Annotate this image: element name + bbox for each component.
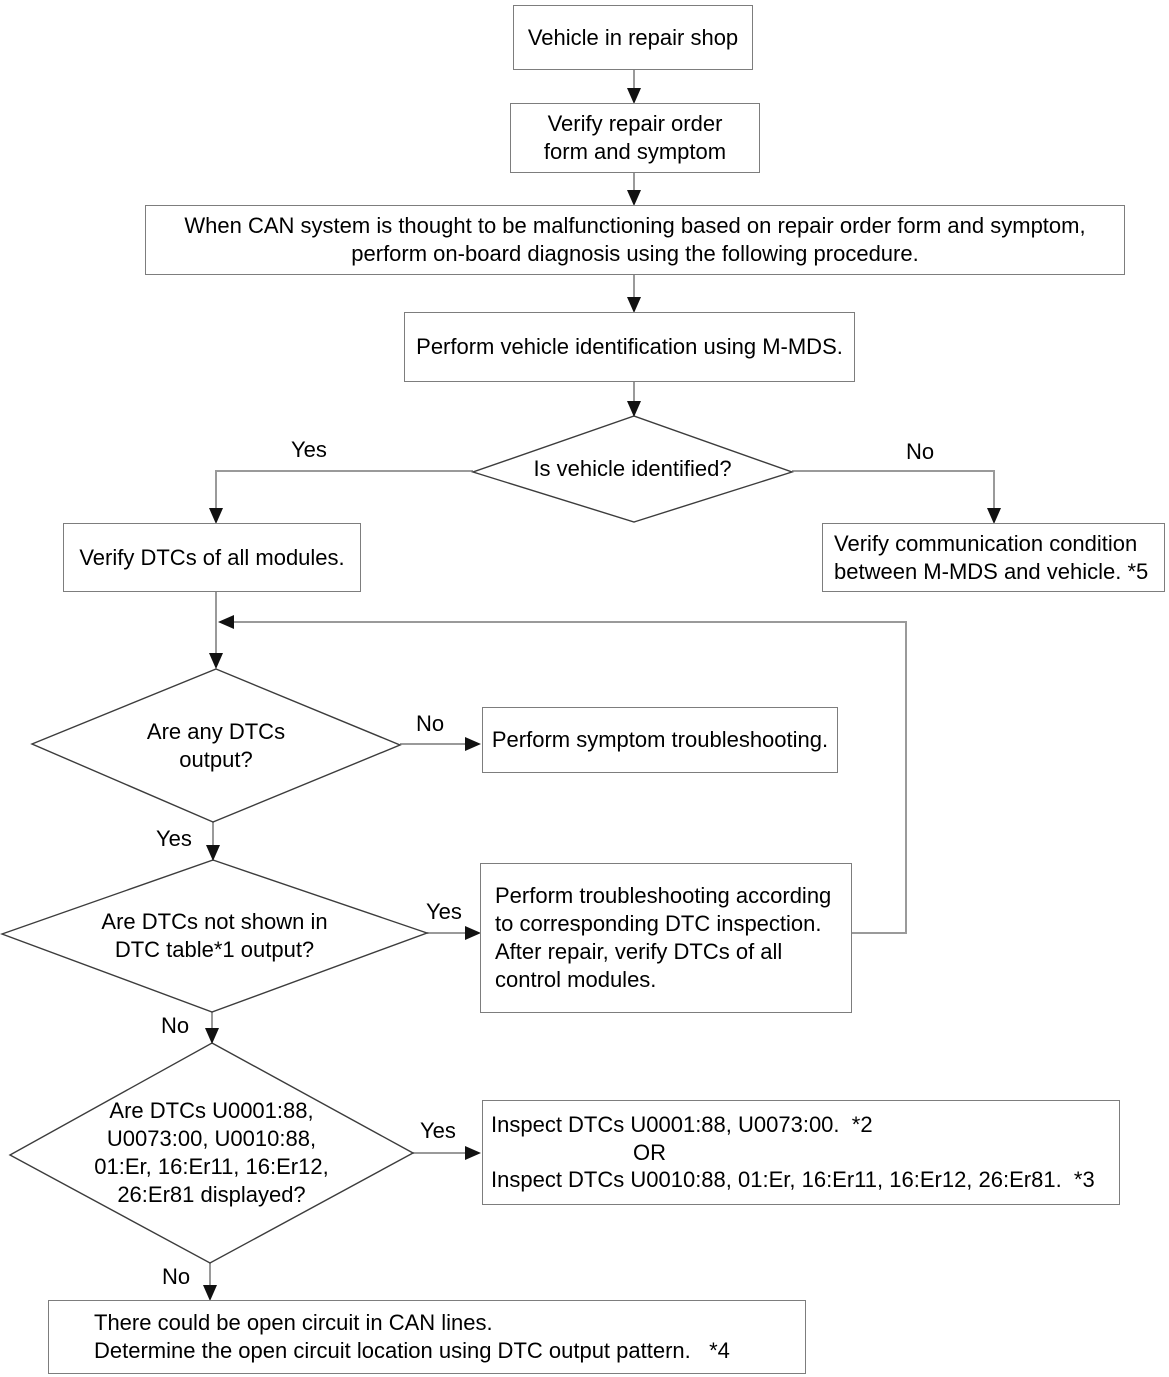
edge-label-no: No [162,1264,191,1289]
arrowhead-down-icon [627,88,641,104]
node-perform-dtc-troubleshooting [480,863,852,1013]
node-verify-dtcs-all-modules [63,523,361,592]
node-open-circuit-can-lines [48,1300,806,1374]
node-text: 01:Er, 16:Er11, 16:Er12, [94,1154,329,1179]
edge-label-no: No [906,439,935,464]
node-text: Verify communication condition [834,530,1138,556]
edge-label-yes: Yes [426,899,462,924]
node-text: After repair, verify DTCs of all [495,939,783,964]
edge-label-yes: Yes [291,437,327,462]
node-perform-symptom-troubleshooting [482,707,838,773]
node-verify-communication [822,523,1165,592]
arrowhead-down-icon [206,845,220,861]
arrowhead-right-icon [465,926,481,940]
node-text: Inspect DTCs U0001:88, U0073:00. *2 [491,1111,873,1137]
arrowhead-down-icon [205,1028,219,1044]
decision-diamond-is-vehicle-identified [473,416,792,522]
arrowhead-down-icon [209,653,223,669]
arrowhead-down-icon [209,508,223,524]
node-verify-repair-order [510,103,760,173]
arrowhead-down-icon [627,190,641,206]
node-text: Determine the open circuit location using DTC output pattern. *4 [94,1338,730,1363]
node-text-or: OR [633,1139,666,1165]
node-text: form and symptom [543,139,727,164]
node-text: Are DTCs not shown in [101,909,328,935]
node-text: DTC table*1 output? [114,937,315,962]
arrowhead-right-icon [465,737,481,751]
node-text: Are DTCs U0001:88, [109,1098,314,1124]
edge-label-no: No [161,1013,190,1038]
node-text: U0073:00, U0010:88, [106,1126,317,1152]
decision-diamond-dtcs-not-in-table [2,860,427,1012]
node-vehicle-in-repair-shop [513,5,753,70]
arrowhead-down-icon [987,508,1001,524]
node-text: Inspect DTCs U0010:88, 01:Er, 16:Er11, 16:Er12, 26:Er81. *3 [491,1167,1095,1193]
connector-decision1-yes [216,471,473,512]
arrowhead-right-icon [465,1146,481,1160]
node-text: between M-MDS and vehicle. *5 [834,558,1149,584]
node-perform-vehicle-identification [404,312,855,382]
arrowhead-down-icon [627,401,641,417]
node-text: Verify repair order [547,111,723,137]
node-text: to corresponding DTC inspection. [495,911,822,937]
decision-diamond-are-any-dtcs-output [32,669,400,822]
node-text: Are any DTCs [146,718,286,744]
node-text: Is vehicle identified? [533,456,732,482]
node-text: Verify DTCs of all modules. [79,544,345,570]
node-text: control modules. [495,966,657,992]
arrowhead-left-icon [218,615,234,629]
decision-diamond-specific-dtcs [10,1043,413,1263]
node-can-malfunction-notice [145,205,1125,275]
edge-label-yes: Yes [156,826,192,851]
node-text: There could be open circuit in CAN lines. [94,1310,493,1336]
node-text: Vehicle in repair shop [527,24,739,50]
node-text: output? [179,746,253,772]
connector-decision1-no [792,471,994,512]
arrowhead-down-icon [203,1285,217,1301]
node-inspect-dtcs [482,1100,1120,1205]
edge-label-yes: Yes [420,1118,456,1143]
node-text: 26:Er81 displayed? [117,1181,306,1207]
node-text: Perform vehicle identification using M-MDS. [416,334,843,360]
node-text: Perform troubleshooting according [495,883,832,909]
node-text: When CAN system is thought to be malfunctioning based on repair order form and symptom, [184,213,1086,239]
edge-label-no: No [416,711,445,736]
node-text: perform on-board diagnosis using the following procedure. [351,241,919,266]
node-text: Perform symptom troubleshooting. [491,727,829,753]
arrowhead-down-icon [627,297,641,313]
